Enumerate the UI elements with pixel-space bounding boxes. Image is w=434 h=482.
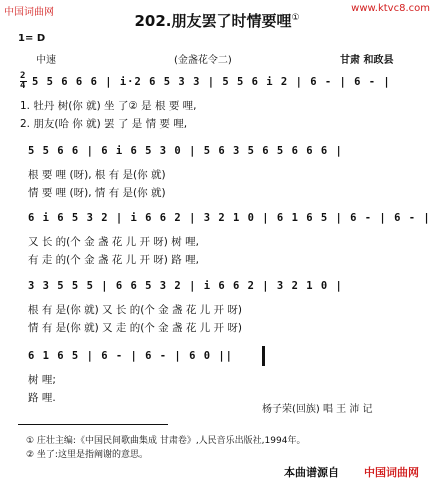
source-site[interactable]: 中国词曲网 — [364, 466, 419, 479]
title-footnote-mark: ① — [291, 13, 300, 23]
system-5-lyrics-1: 树 哩; — [28, 374, 56, 386]
system-4-notes: 3 3 5 5 5 | 6 6 5 3 2 | i 6 6 2 | 3 2 1 0 | — [28, 280, 343, 292]
system-3-lyrics-2: 有 走 的(个 金 盏 花 儿 开 呀) 路 哩, — [28, 254, 199, 266]
system-4-lyrics-1: 根 有 是(你 就) 又 长 的(个 金 盏 花 儿 开 呀) — [28, 304, 242, 316]
system-2-lyrics-1: 根 要 哩 (呀), 根 有 是(你 就) — [28, 169, 166, 181]
key-signature: 1= D — [18, 33, 46, 44]
meter-bottom: 4 — [20, 81, 27, 91]
system-3-notes: 6 i 6 5 3 2 | i 6 6 2 | 3 2 1 0 | 6 1 6 5 | 6 - | 6 - | — [28, 212, 431, 224]
footnote-rule — [18, 424, 168, 425]
source-label: 本曲谱源自 — [284, 466, 339, 479]
system-5-notes: 6 1 6 5 | 6 - | 6 - | 6 0 || — [28, 350, 234, 362]
watermark-right: www.ktvc8.com — [351, 3, 430, 14]
footnote-2: ② 坐了:这里是指阐谢的意思。 — [26, 450, 148, 460]
system-5-lyrics-2: 路 哩. — [28, 392, 56, 404]
final-barline — [262, 346, 265, 366]
system-3-lyrics-1: 又 长 的(个 金 盏 花 儿 开 呀) 树 哩, — [28, 236, 199, 248]
system-1-lyrics-2: 2. 朋友(哈 你 就) 罢 了 是 情 要 哩, — [20, 118, 188, 130]
watermark-left: 中国词曲网 — [4, 7, 54, 18]
time-signature — [20, 72, 27, 91]
system-2-notes: 5 5 6 6 | 6 i 6 5 3 0 | 5 6 3 5 6 5 6 6 6 | — [28, 145, 343, 157]
region-label: 甘肃 和政县 — [340, 55, 394, 66]
system-4-lyrics-2: 情 有 是(你 就) 又 走 的(个 金 盏 花 儿 开 呀) — [28, 322, 242, 334]
system-1-lyrics-1: 1. 牡丹 树(你 就) 坐 了② 是 根 要 哩, — [20, 100, 197, 112]
system-2-lyrics-2: 情 要 哩 (呀), 情 有 是(你 就) — [28, 187, 166, 199]
tune-name: (金盏花令二) — [174, 55, 232, 66]
page-title — [0, 10, 434, 31]
footnote-1: ① 庄壮主编:《中国民间歌曲集成 甘肃卷》,人民音乐出版社,1994年。 — [26, 436, 306, 446]
meter-top: 2 — [20, 71, 27, 81]
system-1-notes: 5 5 6 6 6 | i·2 6 5 3 3 | 5 5 6 i 2 | 6 - | 6 - | — [32, 76, 391, 88]
title-text: 202.朋友罢了时情要哩 — [134, 12, 292, 30]
credits: 杨子荣(回族) 唱 王 沛 记 — [262, 404, 373, 415]
tempo-marking: 中速 — [36, 55, 56, 66]
